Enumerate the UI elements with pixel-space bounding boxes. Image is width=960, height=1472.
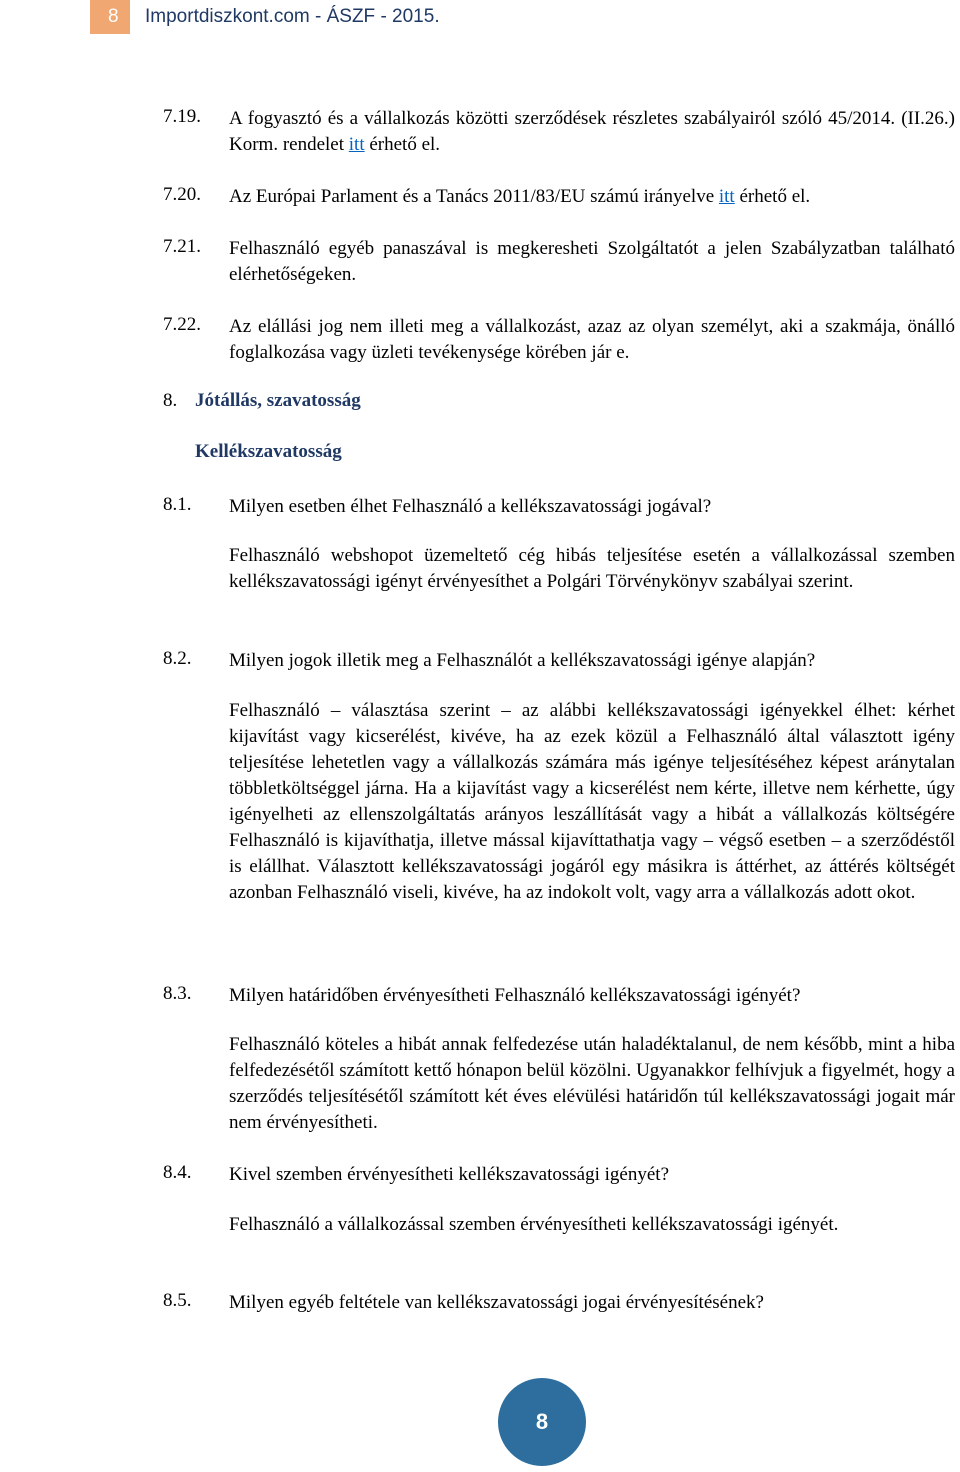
section-number: 8.: [163, 390, 178, 411]
question-number: 8.3.: [163, 983, 192, 1004]
item-text-part: A fogyasztó és a vállalkozás közötti szerződések részletes szabályairól szóló 45/2014. (II.26.) Korm. rendelet: [229, 108, 955, 155]
item-number: 7.21.: [163, 236, 201, 257]
subsection-title: Kellékszavatosság: [195, 441, 342, 462]
item-text-part: érhető el.: [364, 134, 441, 155]
page-header: [0, 0, 960, 34]
question-text: Milyen egyéb feltétele van kellékszavatossági jogai érvényesítésének?: [229, 1292, 764, 1313]
item-text-part: Az Európai Parlament és a Tanács 2011/83/EU számú irányelve: [229, 186, 719, 207]
answer-text: Felhasználó – választása szerint – az alábbi kellékszavatossági igényekkel élhet: kérhet kijavítást vagy kicserélést, kivéve, ha az ezek közül a Felhasználó által választott igény teljesítése lehetetlen vagy a vállalkozás számára más igénye teljesítéséhez képest aránytalan többletköltséggel járna. Ha a kijavítást vagy a kicserélést nem kérte, illetve nem kérhette, úgy igényelheti az ellenszolgáltatás arányos leszállítását vagy a hibát a vállalkozás költségére Felhasználó is kijavíthatja, illetve mással kijavíttathatja vagy – végső esetben – a szerződéstől is elállhat. Választott kellékszavatossági jogáról egy másikra is áttérhet, az áttérés költségét azonban Felhasználó viseli, kivéve, ha az indokolt volt, vagy arra a vállalkozás adott okot.: [229, 700, 955, 903]
answer-text: Felhasználó webshopot üzemeltető cég hibás teljesítése esetén a vállalkozással szemben kellékszavatossági igényt érvényesíthet a Polgári Törvénykönyv szabályai szerint.: [229, 545, 955, 592]
question-text: Milyen jogok illetik meg a Felhasználót a kellékszavatossági igénye alapján?: [229, 650, 816, 671]
header-page-number-box: [90, 0, 130, 34]
itt-link-iranyelv[interactable]: itt: [718, 186, 735, 207]
question-number: 8.5.: [163, 1290, 192, 1311]
question-number: 8.1.: [163, 494, 192, 515]
item-number: 7.22.: [163, 314, 201, 335]
item-text: [229, 106, 955, 158]
question-text: Milyen határidőben érvényesítheti Felhasználó kellékszavatossági igényét?: [229, 985, 801, 1006]
item-number: 7.19.: [163, 106, 201, 127]
itt-link-rendelet[interactable]: itt: [348, 134, 365, 155]
item-text: Felhasználó egyéb panaszával is megkeresheti Szolgáltatót a jelen Szabályzatban található elérhetőségeken.: [229, 238, 955, 285]
item-number: 7.20.: [163, 184, 201, 205]
item-text-part: érhető el.: [734, 186, 811, 207]
item-text: [229, 184, 955, 210]
question-text: Kivel szemben érvényesítheti kellékszavatossági igényét?: [229, 1164, 670, 1185]
section-title: Jótállás, szavatosság: [195, 390, 361, 411]
footer-page-number: 8: [498, 1378, 586, 1466]
question-number: 8.4.: [163, 1162, 192, 1183]
header-page-number: 8: [108, 6, 119, 27]
answer-text: Felhasználó köteles a hibát annak felfedezése után haladéktalanul, de nem később, mint a hiba felfedezésétől számított kettő hónapon belül közölni. Ugyanakkor felhívjuk a figyelmét, hogy a szerződés teljesítésétől számított két éves elévülési határidőn túl kellékszavatossági jogait már nem érvényesítheti.: [229, 1034, 955, 1133]
answer-text: Felhasználó a vállalkozással szemben érvényesítheti kellékszavatossági igényét.: [229, 1214, 839, 1235]
question-number: 8.2.: [163, 648, 192, 669]
item-text: Az elállási jog nem illeti meg a vállalkozást, azaz az olyan személyt, aki a szakmája, önálló foglalkozása vagy üzleti tevékenysége körében jár e.: [229, 316, 955, 363]
header-title: Importdiszkont.com - ÁSZF - 2015.: [145, 6, 440, 27]
question-text: Milyen esetben élhet Felhasználó a kellékszavatossági jogával?: [229, 496, 712, 517]
